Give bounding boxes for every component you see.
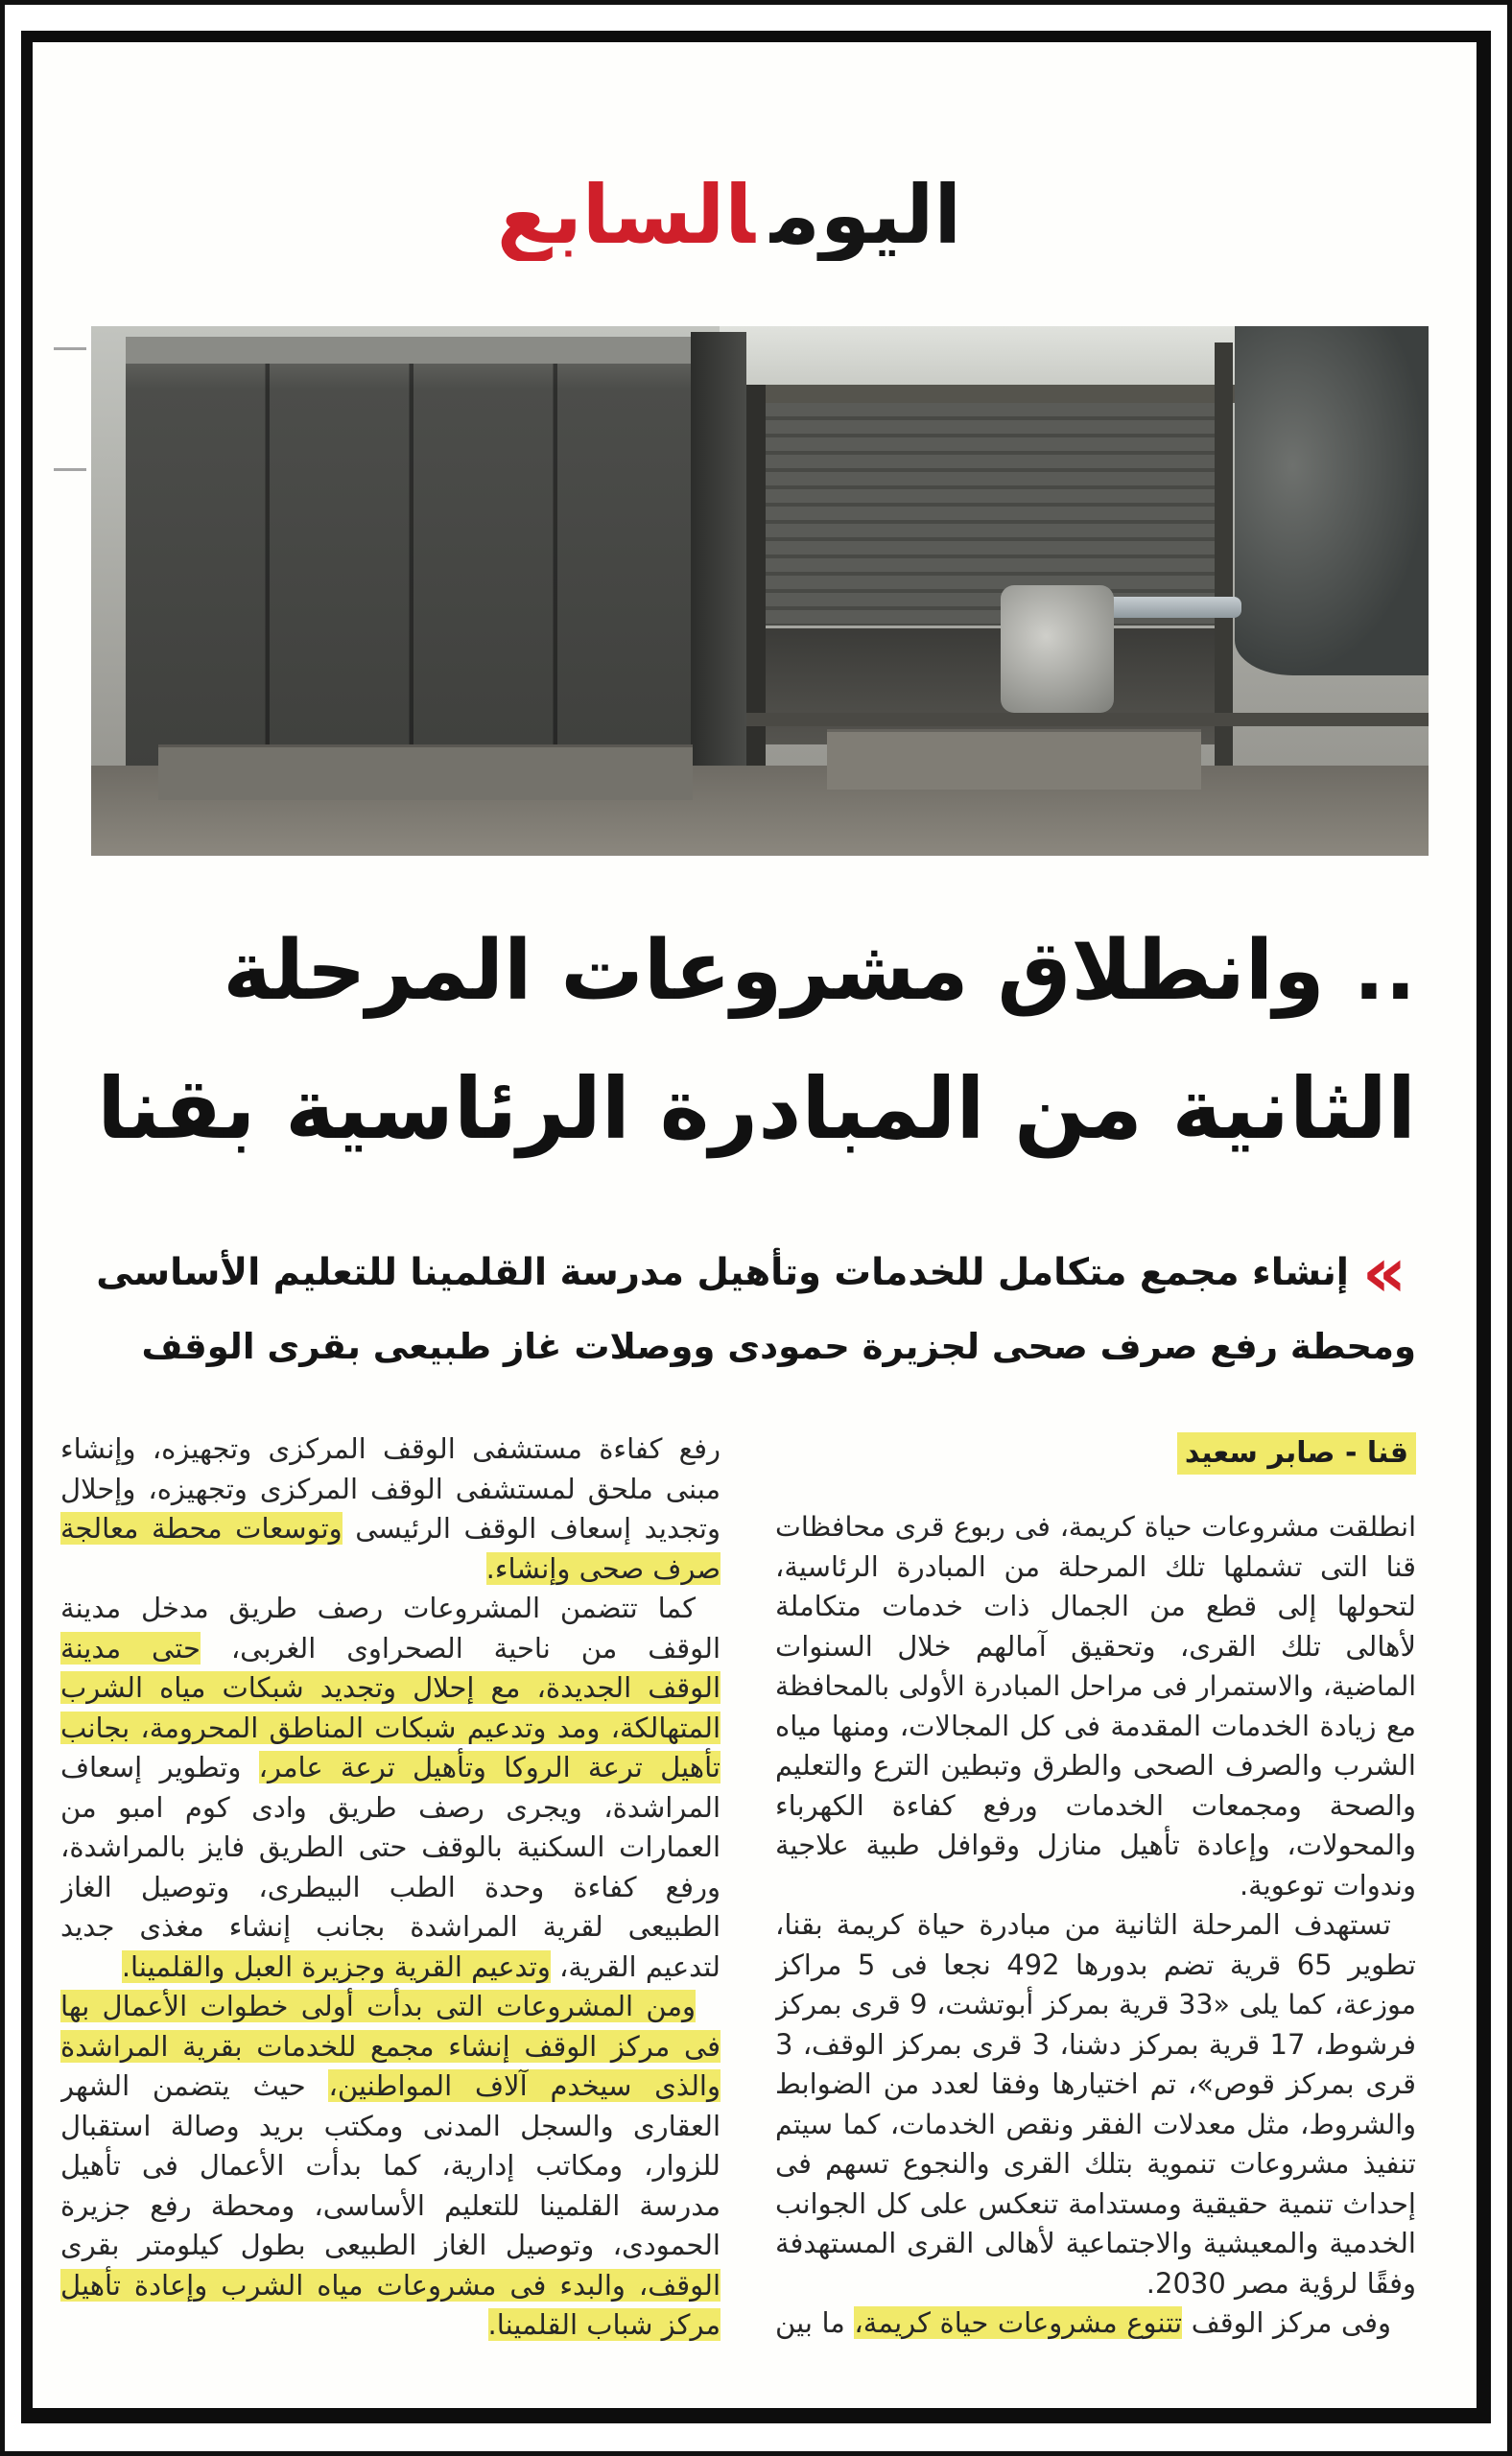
text-segment: موزعة، كما يلى «33 قرية بمركز أبوتشت، 9 قرى بمركز (775, 1989, 1416, 2020)
masthead-logo (451, 169, 1007, 261)
text-segment: والصحة ومجمعات الخدمات ورفع كفاءة الكهرباء (775, 1788, 1416, 1822)
highlighted-text: تأهيل ترعة الروكا وتأهيل ترعة عامر، (258, 1751, 721, 1783)
photo-metal-cabinet (126, 337, 694, 771)
body-line (60, 1788, 721, 1829)
photo-steel-beam (746, 385, 1255, 403)
body-line (775, 2184, 1416, 2225)
body-line (60, 1429, 721, 1470)
logo-word-2: السابع (496, 169, 755, 261)
body-line (60, 1907, 721, 1948)
body-line (775, 1866, 1416, 1906)
text-segment: لتدعيم القرية، (550, 1949, 721, 1983)
headline-line-2: الثانية من المبادرة الرئاسية بقنا (97, 1059, 1416, 1158)
highlighted-text: المتهالكة، ومد وتدعيم شبكات المناطق المحرومة، بجانب (60, 1711, 721, 1744)
text-segment: الخدمية والمعيشية والاجتماعية لأهالى القرى المستهدفة (775, 2227, 1416, 2259)
text-segment: ورفع كفاءة وحدة الطب البيطرى، وتوصيل الغاز (60, 1870, 721, 1903)
body-line (60, 1629, 721, 1669)
text-segment: والمحولات، وإعادة تأهيل منازل وقوافل طبية علاجية (775, 1829, 1416, 1861)
text-segment: رفع كفاءة مستشفى الوقف المركزى وتجهيزه، وإنشاء (60, 1432, 721, 1465)
text-segment: وتطوير إسعاف (60, 1751, 259, 1783)
body-line (775, 1905, 1416, 1946)
highlighted-text: وتوسعات محطة معالجة (60, 1512, 343, 1545)
margin-mark (54, 468, 86, 471)
body-line (60, 1948, 721, 1988)
body-line (60, 2186, 721, 2227)
text-segment: حيث يتضمن الشهر (60, 2069, 329, 2102)
body-line (60, 2107, 721, 2147)
body-line (775, 2303, 1416, 2344)
margin-mark (54, 347, 86, 350)
body-line (775, 1707, 1416, 1747)
body-line (775, 1946, 1416, 1986)
body-line (60, 1748, 721, 1788)
photo-foundation (827, 729, 1201, 791)
body-line (775, 2224, 1416, 2264)
text-segment: لأهالى تلك القرى، وتحقيق آمالهم خلال السنوات (775, 1629, 1416, 1663)
text-segment: المراشدة، ويجرى رصف طريق وادى كوم امبو من (60, 1790, 721, 1824)
photo-pump-motor (1001, 585, 1114, 712)
text-segment: تنفيذ مشروعات تنموية بتلك القرى والنجوع تسهم فى (775, 2147, 1416, 2180)
body-line (60, 1868, 721, 1908)
text-segment: فرشوط، 17 قرية بمركز دشنا، 3 قرى بمركز الوقف، 3 (775, 2027, 1416, 2061)
body-line (775, 2144, 1416, 2184)
photo-container-unit (746, 403, 1228, 626)
text-segment: والشروط، مثل معدلات الفقر ونقص الخدمات، كما سيتم (775, 2108, 1416, 2140)
photo-post (1215, 342, 1234, 777)
text-segment: للزوار، ومكاتب إدارية، كما بدأت الأعمال فى تأهيل (60, 2149, 721, 2182)
text-segment: تستهدف المرحلة الثانية من مبادرة حياة كريمة بقنا، (775, 1908, 1391, 1941)
photo-rail (746, 713, 1429, 726)
subheadline-line-2: ومحطة رفع صرف صحى لجزيرة حمودى ووصلات غاز طبيعى بقرى الوقف (141, 1326, 1416, 1367)
text-segment: العمارات السكنية بالوقف حتى الطريق فايز بالمراشدة، (60, 1830, 721, 1863)
body-line (60, 1987, 721, 2027)
body-column-left (60, 1429, 721, 2346)
article-photo (91, 326, 1429, 856)
body-line (775, 2264, 1416, 2304)
highlighted-text: وتدعيم القرية وجزيرة العبل والقلمينا. (121, 1949, 551, 1983)
byline: قنا - صابر سعيد (1177, 1432, 1416, 1475)
body-line (60, 1470, 721, 1510)
text-segment: الحمودى، وتوصيل الغاز الطبيعى بطول كيلومتر بقرى (60, 2229, 721, 2261)
highlighted-text: فى مركز الوقف إنشاء مجمع للخدمات بقرية المراشدة (60, 2029, 721, 2063)
text-segment: الماضية، والاستمرار فى مراحل المبادرة الأولى بالمحافظة (775, 1670, 1416, 1702)
photo-foundation (158, 744, 694, 800)
body-line (775, 1547, 1416, 1588)
text-segment: ما بين (775, 2306, 855, 2339)
highlighted-text: صرف صحى وإنشاء. (485, 1551, 721, 1585)
text-segment: مبنى ملحق لمستشفى الوقف المركزى وتجهيزه، وإحلال (60, 1472, 721, 1505)
body-line (775, 1985, 1416, 2025)
text-segment: كما تتضمن المشروعات رصف طريق مدخل مدينة (60, 1592, 696, 1624)
photo-pillar (691, 332, 747, 788)
text-segment: تطوير 65 قرية تضم بدورها 492 نجعا فى 5 مراكز (775, 1948, 1416, 1981)
logo-word-1: اليوم (769, 169, 962, 261)
text-segment: العقارى والسجل المدنى ومكتب بريد وصالة استقبال (60, 2109, 721, 2142)
body-line (60, 2146, 721, 2186)
highlighted-text: مركز شباب القلمينا. (487, 2308, 721, 2341)
photo-tank (1235, 326, 1429, 675)
body-line (775, 1826, 1416, 1866)
body-line (60, 2066, 721, 2107)
highlighted-text: تتنوع مشروعات حياة كريمة، (854, 2306, 1183, 2339)
highlighted-text: ومن المشروعات التى بدأت أولى خطوات الأعمال بها (60, 1990, 696, 2022)
body-line (60, 2226, 721, 2266)
text-segment: قنا التى تشملها تلك المرحلة من المبادرة الرئاسية، (775, 1549, 1416, 1583)
body-line (775, 1666, 1416, 1707)
photo-lower-structure (746, 628, 1228, 744)
body-line (60, 1828, 721, 1868)
text-segment: الطبيعى لقرية المراشدة بجانب إنشاء مغذى جديد (60, 1910, 721, 1943)
subheadline-marker-icon: » (1361, 1232, 1407, 1312)
headline-line-1: .. وانطلاق مشروعات المرحلة (223, 923, 1416, 1019)
highlighted-text: الوقف، والبدء فى مشروعات مياه الشرب وإعادة تأهيل (60, 2268, 721, 2302)
text-segment: قرى بمركز قوص»، تم اختيارها وفقا لعدد من الضوابط (775, 2067, 1416, 2100)
body-column-right (775, 1507, 1416, 2344)
body-line (775, 1627, 1416, 1667)
text-segment: انطلقت مشروعات حياة كريمة، فى ربوع قرى محافظات (775, 1511, 1416, 1543)
text-segment: وفقًا لرؤية مصر 2030. (1146, 2266, 1416, 2300)
body-line (775, 1746, 1416, 1786)
text-segment: مدرسة القلمينا للتعليم الأساسى، ومحطة رفع جزيرة (60, 2188, 721, 2222)
body-line (60, 1709, 721, 1749)
text-segment: الشرب والصرف الصحى والطرق وتبطين الترع والتعليم (775, 1749, 1416, 1782)
body-line (60, 1668, 721, 1709)
body-line (60, 2266, 721, 2306)
body-line (775, 2025, 1416, 2066)
body-line (775, 1507, 1416, 1547)
text-segment: لتحولها إلى قطع من الجمال ذات خدمات متكاملة (775, 1590, 1416, 1622)
text-segment: مع زيادة الخدمات المقدمة فى كل المجالات، ومنها مياه (775, 1709, 1416, 1742)
highlighted-text: حتى مدينة (60, 1631, 201, 1665)
body-line (775, 1786, 1416, 1827)
subheadline-line-1: إنشاء مجمع متكامل للخدمات وتأهيل مدرسة القلمينا للتعليم الأساسى (96, 1251, 1349, 1294)
body-line (775, 2105, 1416, 2145)
photo-cabinet-top (126, 337, 694, 364)
body-line (60, 2027, 721, 2067)
body-line (775, 2065, 1416, 2105)
body-line (775, 1587, 1416, 1627)
text-segment: وفى مركز الوقف (1182, 2306, 1391, 2339)
body-line (60, 1589, 721, 1629)
text-segment: الوقف من ناحية الصحراوى الغربى، (200, 1631, 721, 1665)
highlighted-text: الوقف الجديدة، مع إحلال وتجديد شبكات مياه الشرب (60, 1671, 721, 1704)
text-segment: وتجديد إسعاف الوقف الرئيسى (342, 1512, 721, 1545)
body-line (60, 1509, 721, 1549)
highlighted-text: والذى سيخدم آلاف المواطنين، (328, 2069, 721, 2102)
text-segment: إحداث تنمية حقيقية ومستدامة تنعكس على كل الجوانب (775, 2186, 1416, 2220)
text-segment: وندوات توعوية. (1239, 1868, 1416, 1901)
body-line (60, 2305, 721, 2346)
body-line (60, 1549, 721, 1590)
